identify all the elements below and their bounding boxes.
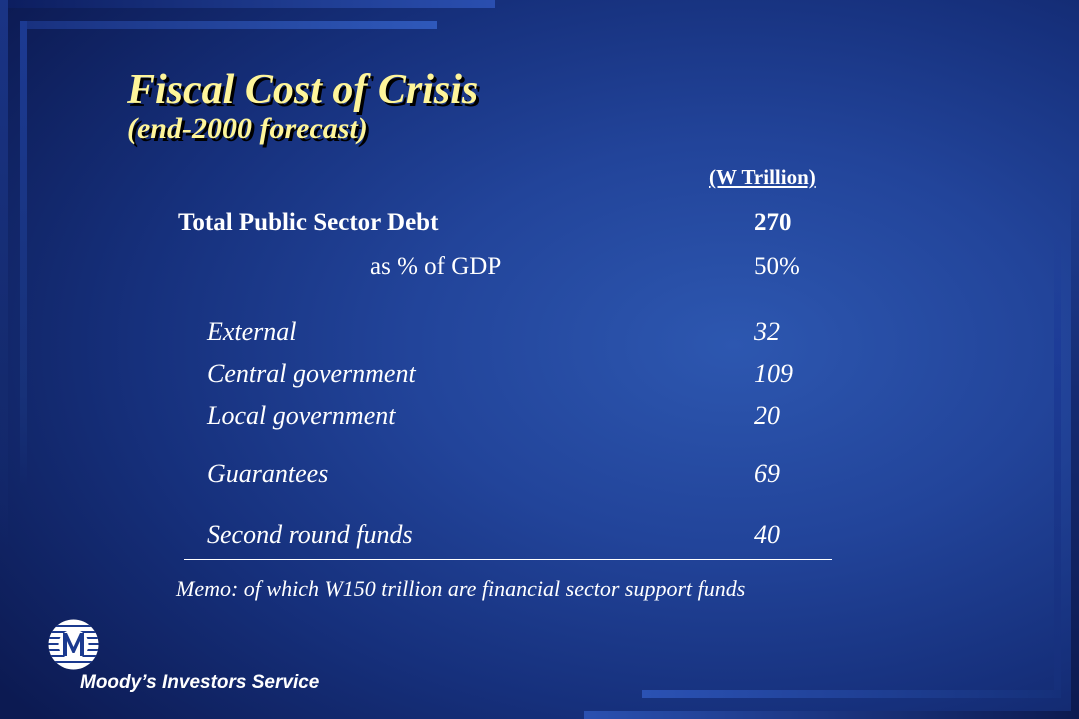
moodys-m-logo-icon — [48, 619, 99, 670]
row-guarantees-value: 69 — [754, 459, 780, 488]
row-central-government-value: 109 — [754, 359, 793, 388]
gdp-share-value: 50% — [754, 253, 800, 280]
frame-right-inner-bar — [1054, 232, 1061, 698]
memo-note: Memo: of which W150 trillion are financial sector support funds — [176, 576, 746, 601]
frame-left-inner-bar — [20, 21, 27, 487]
row-local-government-value: 20 — [754, 401, 780, 430]
frame-right-outer-bar — [1071, 170, 1079, 719]
frame-bottom-outer-bar — [584, 711, 1079, 719]
total-debt-label: Total Public Sector Debt — [178, 209, 439, 236]
row-external-label: External — [207, 317, 297, 346]
slide-subtitle: (end-2000 forecast) — [127, 112, 368, 145]
table-divider — [184, 559, 832, 560]
frame-top-inner-bar — [20, 21, 437, 29]
total-debt-value: 270 — [754, 209, 792, 236]
slide-title: Fiscal Cost of Crisis — [127, 67, 479, 113]
row-external-value: 32 — [754, 317, 780, 346]
frame-bottom-inner-bar — [642, 690, 1061, 698]
row-local-government-label: Local government — [207, 401, 396, 430]
unit-header: (W Trillion) — [709, 165, 816, 189]
frame-left-outer-bar — [0, 0, 8, 550]
row-second-round-funds-value: 40 — [754, 520, 780, 549]
gdp-share-label: as % of GDP — [370, 253, 502, 280]
row-second-round-funds-label: Second round funds — [207, 520, 413, 549]
brand-name: Moody’s Investors Service — [80, 672, 320, 693]
row-guarantees-label: Guarantees — [207, 459, 329, 488]
frame-top-outer-bar — [0, 0, 495, 8]
row-central-government-label: Central government — [207, 359, 416, 388]
